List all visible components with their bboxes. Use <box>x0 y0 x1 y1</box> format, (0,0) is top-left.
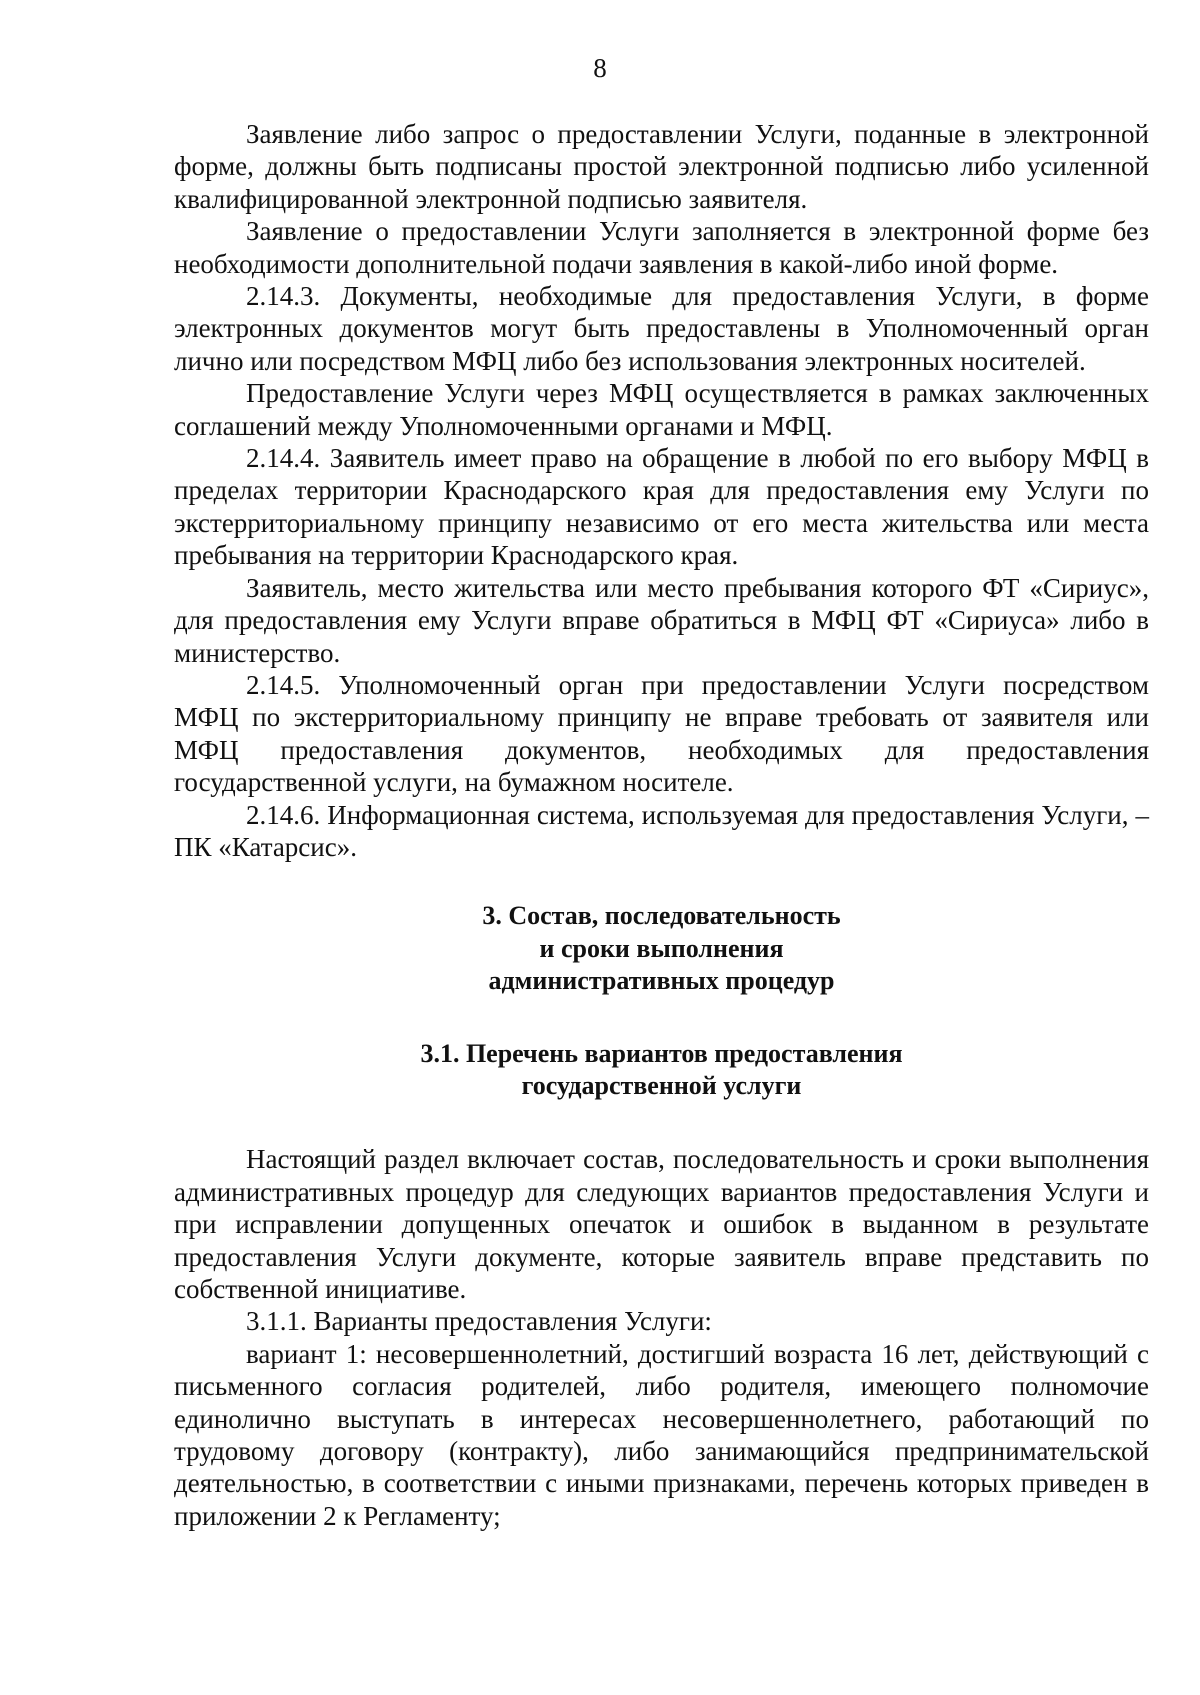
section-3-1-heading-line: государственной услуги <box>521 1070 802 1100</box>
section-3-1-heading <box>174 1038 1149 1103</box>
paragraph-2-14-5: 2.14.5. Уполномоченный орган при предоставлении Услуги посредством МФЦ по экстерриториальному принципу не вправе требовать от заявителя или МФЦ предоставления документов, необходимых для предоставления государственной услуги, на бумажном носителе. <box>174 669 1149 798</box>
section-3-heading <box>174 900 1149 997</box>
paragraph-section-intro: Настоящий раздел включает состав, последовательность и сроки выполнения административных процедур для следующих вариантов предоставления Услуги и при исправлении допущенных опечаток и ошибок в выданном в результате предоставления Услуги документе, которые заявитель вправе представить по собственной инициативе. <box>174 1144 1149 1304</box>
paragraph-variant-1: вариант 1: несовершеннолетний, достигший возраста 16 лет, действующий с письменного согласия родителей, либо родителя, имеющего полномочие единолично выступать в интересах несовершеннолетнего, работающий по трудовому договору (контракту), либо занимающийся предпринимательской деятельностью, в соответствии с иными признаками, перечень которых приведен в приложении 2 к Регламенту; <box>174 1338 1149 1531</box>
section-3-heading-line: административных процедур <box>488 966 835 996</box>
paragraph-electronic-form: Заявление о предоставлении Услуги заполняется в электронной форме без необходимости дополнительной подачи заявления в какой-либо иной форме. <box>174 216 1149 279</box>
paragraph-2-14-3: 2.14.3. Документы, необходимые для предоставления Услуги, в форме электронных документов могут быть предоставлены в Уполномоченный орган лично или посредством МФЦ либо без использования электронных носителей. <box>174 281 1149 376</box>
section-3-heading-line: 3. Состав, последовательность <box>482 901 841 931</box>
section-3-heading-line: и сроки выполнения <box>539 933 784 963</box>
section-3-1-heading-line: 3.1. Перечень вариантов предоставления <box>420 1038 903 1068</box>
paragraph-3-1-1: 3.1.1. Варианты предоставления Услуги: <box>246 1306 712 1337</box>
paragraph-mfc-agreements: Предоставление Услуги через МФЦ осуществляется в рамках заключенных соглашений между Уполномоченными органами и МФЦ. <box>174 378 1149 441</box>
paragraph-electronic-signature: Заявление либо запрос о предоставлении Услуги, поданные в электронной форме, должны быть подписаны простой электронной подписью либо усиленной квалифицированной электронной подписью заявителя. <box>174 119 1149 214</box>
page-number: 8 <box>593 53 607 83</box>
document-body <box>174 118 1149 1532</box>
paragraph-2-14-4: 2.14.4. Заявитель имеет право на обращение в любой по его выбору МФЦ в пределах территории Краснодарского края для предоставления ему Услуги по экстерриториальному принципу независимо от его места жительства или места пребывания на территории Краснодарского края. <box>174 443 1149 571</box>
paragraph-2-14-6: 2.14.6. Информационная система, используемая для предоставления Услуги, – ПК «Катарсис». <box>174 799 1149 862</box>
paragraph-sirius: Заявитель, место жительства или место пребывания которого ФТ «Сириус», для предоставления ему Услуги вправе обратиться в МФЦ ФТ «Сириуса» либо в министерство. <box>174 572 1149 668</box>
